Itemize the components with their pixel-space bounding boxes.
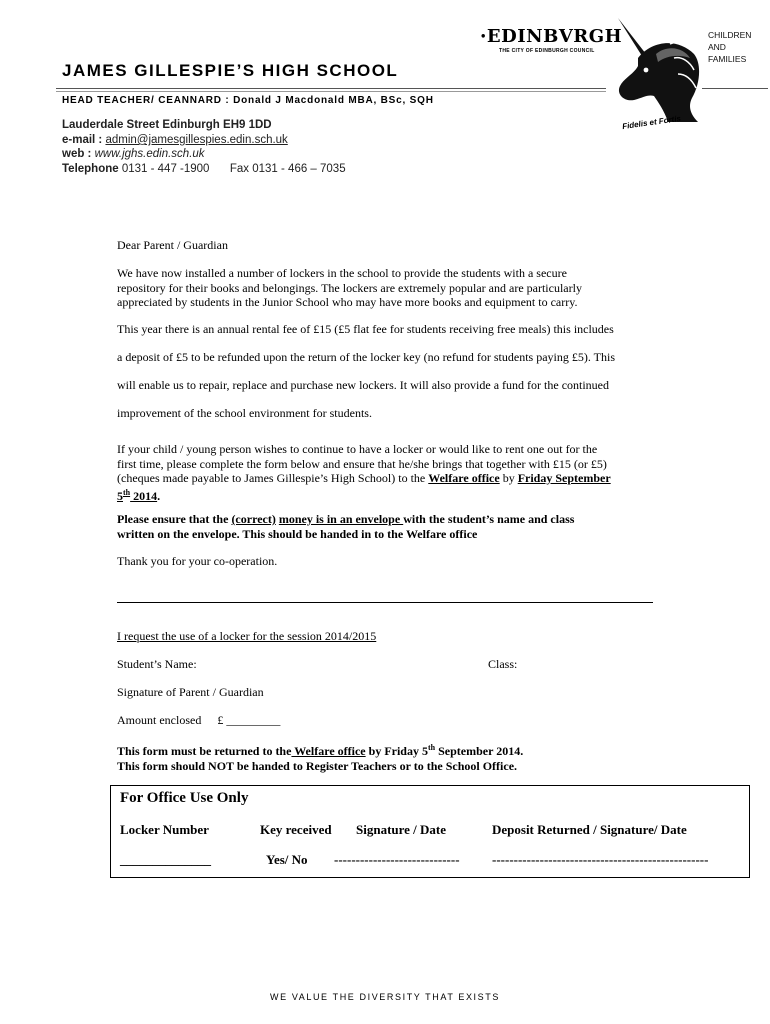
signature-date-blank: ----------------------------- <box>334 852 460 867</box>
office-use-title: For Office Use Only <box>120 790 249 806</box>
fax-number: Fax 0131 - 466 – 7035 <box>229 163 346 175</box>
amount-line <box>117 713 657 728</box>
locker-number-blank: ______________ <box>120 852 211 867</box>
phone-label: Telephone <box>62 163 119 175</box>
email-label: e-mail : <box>62 134 103 146</box>
email-line <box>62 134 288 146</box>
paragraph-2-line-1: This year there is an annual rental fee of £15 (£5 flat fee for students receiving free meals) this includes <box>117 322 614 336</box>
locker-request: I request the use of a locker for the session 2014/2015 <box>117 629 377 643</box>
header-divider-right <box>702 88 768 89</box>
return-instructions: This form must be returned to the Welfare office by Friday 5th September 2014. This form should NOT be handed to Register Teachers or to the School Office. <box>117 743 524 773</box>
amount-blank: _________ <box>226 713 281 727</box>
welfare-office-text: Welfare office <box>428 471 500 485</box>
edinburgh-logo-subtext: THE CITY OF EDINBURGH COUNCIL <box>499 48 595 54</box>
phone-number: 0131 - 447 -1900 <box>121 163 210 175</box>
unicorn-crest-icon <box>608 14 704 126</box>
paragraph-2-line-4: improvement of the school environment for students. <box>117 406 372 420</box>
department-line-2: AND <box>708 42 726 52</box>
address: Lauderdale Street Edinburgh EH9 1DD <box>62 119 272 131</box>
paragraph-1: We have now installed a number of lockers in the school to provide the students with a secure repository for their books and belongings. The lockers are extremely popular and are particularly appreciated by students in the Junior School who may have more books and equipment to carry. <box>117 266 582 309</box>
col-key-received: Key received <box>260 822 332 837</box>
web-line <box>62 148 205 160</box>
department-line-3: FAMILIES <box>708 54 747 64</box>
paragraph-3: If your child / young person wishes to continue to have a locker or would like to rent one out for the first time, please complete the form below and ensure that he/she brings that together with £15 (or £5) (cheques made payable to James Gillespie’s High School) to the Welfare office by Friday September 5th 2014. <box>117 442 611 503</box>
deposit-returned-blank: -------------------------------------------------- <box>492 852 709 867</box>
amount-label: Amount enclosed <box>117 713 202 727</box>
salutation: Dear Parent / Guardian <box>117 238 228 252</box>
col-locker-number: Locker Number <box>120 822 209 837</box>
signature-label: Signature of Parent / Guardian <box>117 685 264 699</box>
web-label: web : <box>62 148 92 160</box>
school-name: JAMES GILLESPIE’S HIGH SCHOOL <box>62 61 399 80</box>
student-name-label: Student’s Name: <box>117 657 197 671</box>
school-motto: Fidelis et Fortis <box>621 113 682 132</box>
class-label: Class: <box>488 657 518 671</box>
web-link[interactable]: www.jghs.edin.sch.uk <box>94 148 205 160</box>
amount-currency: £ <box>217 713 224 727</box>
head-teacher: HEAD TEACHER/ CEANNARD : Donald J Macdonald MBA, BSc, SQH <box>62 95 434 106</box>
paragraph-4: Please ensure that the (correct) money is in an envelope with the student’s name and class written on the envelope. This should be handed in to the Welfare office <box>117 512 575 541</box>
deadline-text: Friday September <box>517 471 611 485</box>
form-separator <box>117 602 653 603</box>
thanks: Thank you for your co-operation. <box>117 554 278 568</box>
phone-line <box>62 163 346 175</box>
footer-tagline: WE VALUE THE DIVERSITY THAT EXISTS <box>270 992 500 1002</box>
col-deposit-returned: Deposit Returned / Signature/ Date <box>492 822 687 837</box>
paragraph-2-line-3: will enable us to repair, replace and purchase new lockers. It will also provide a fund for the continued <box>117 378 610 392</box>
col-signature-date: Signature / Date <box>356 822 447 837</box>
key-received-value: Yes/ No <box>266 852 308 867</box>
paragraph-2-line-2: a deposit of £5 to be refunded upon the return of the locker key (no refund for students paying £5). This <box>117 350 615 364</box>
header-divider-thin <box>56 91 606 92</box>
edinburgh-logo-text: •EDINBVRGH <box>480 26 623 47</box>
email-link[interactable]: admin@jamesgillespies.edin.sch.uk <box>105 134 288 146</box>
logo-star-icon: • <box>480 31 487 43</box>
department-line-1: CHILDREN <box>708 30 752 40</box>
header-divider <box>56 88 606 89</box>
